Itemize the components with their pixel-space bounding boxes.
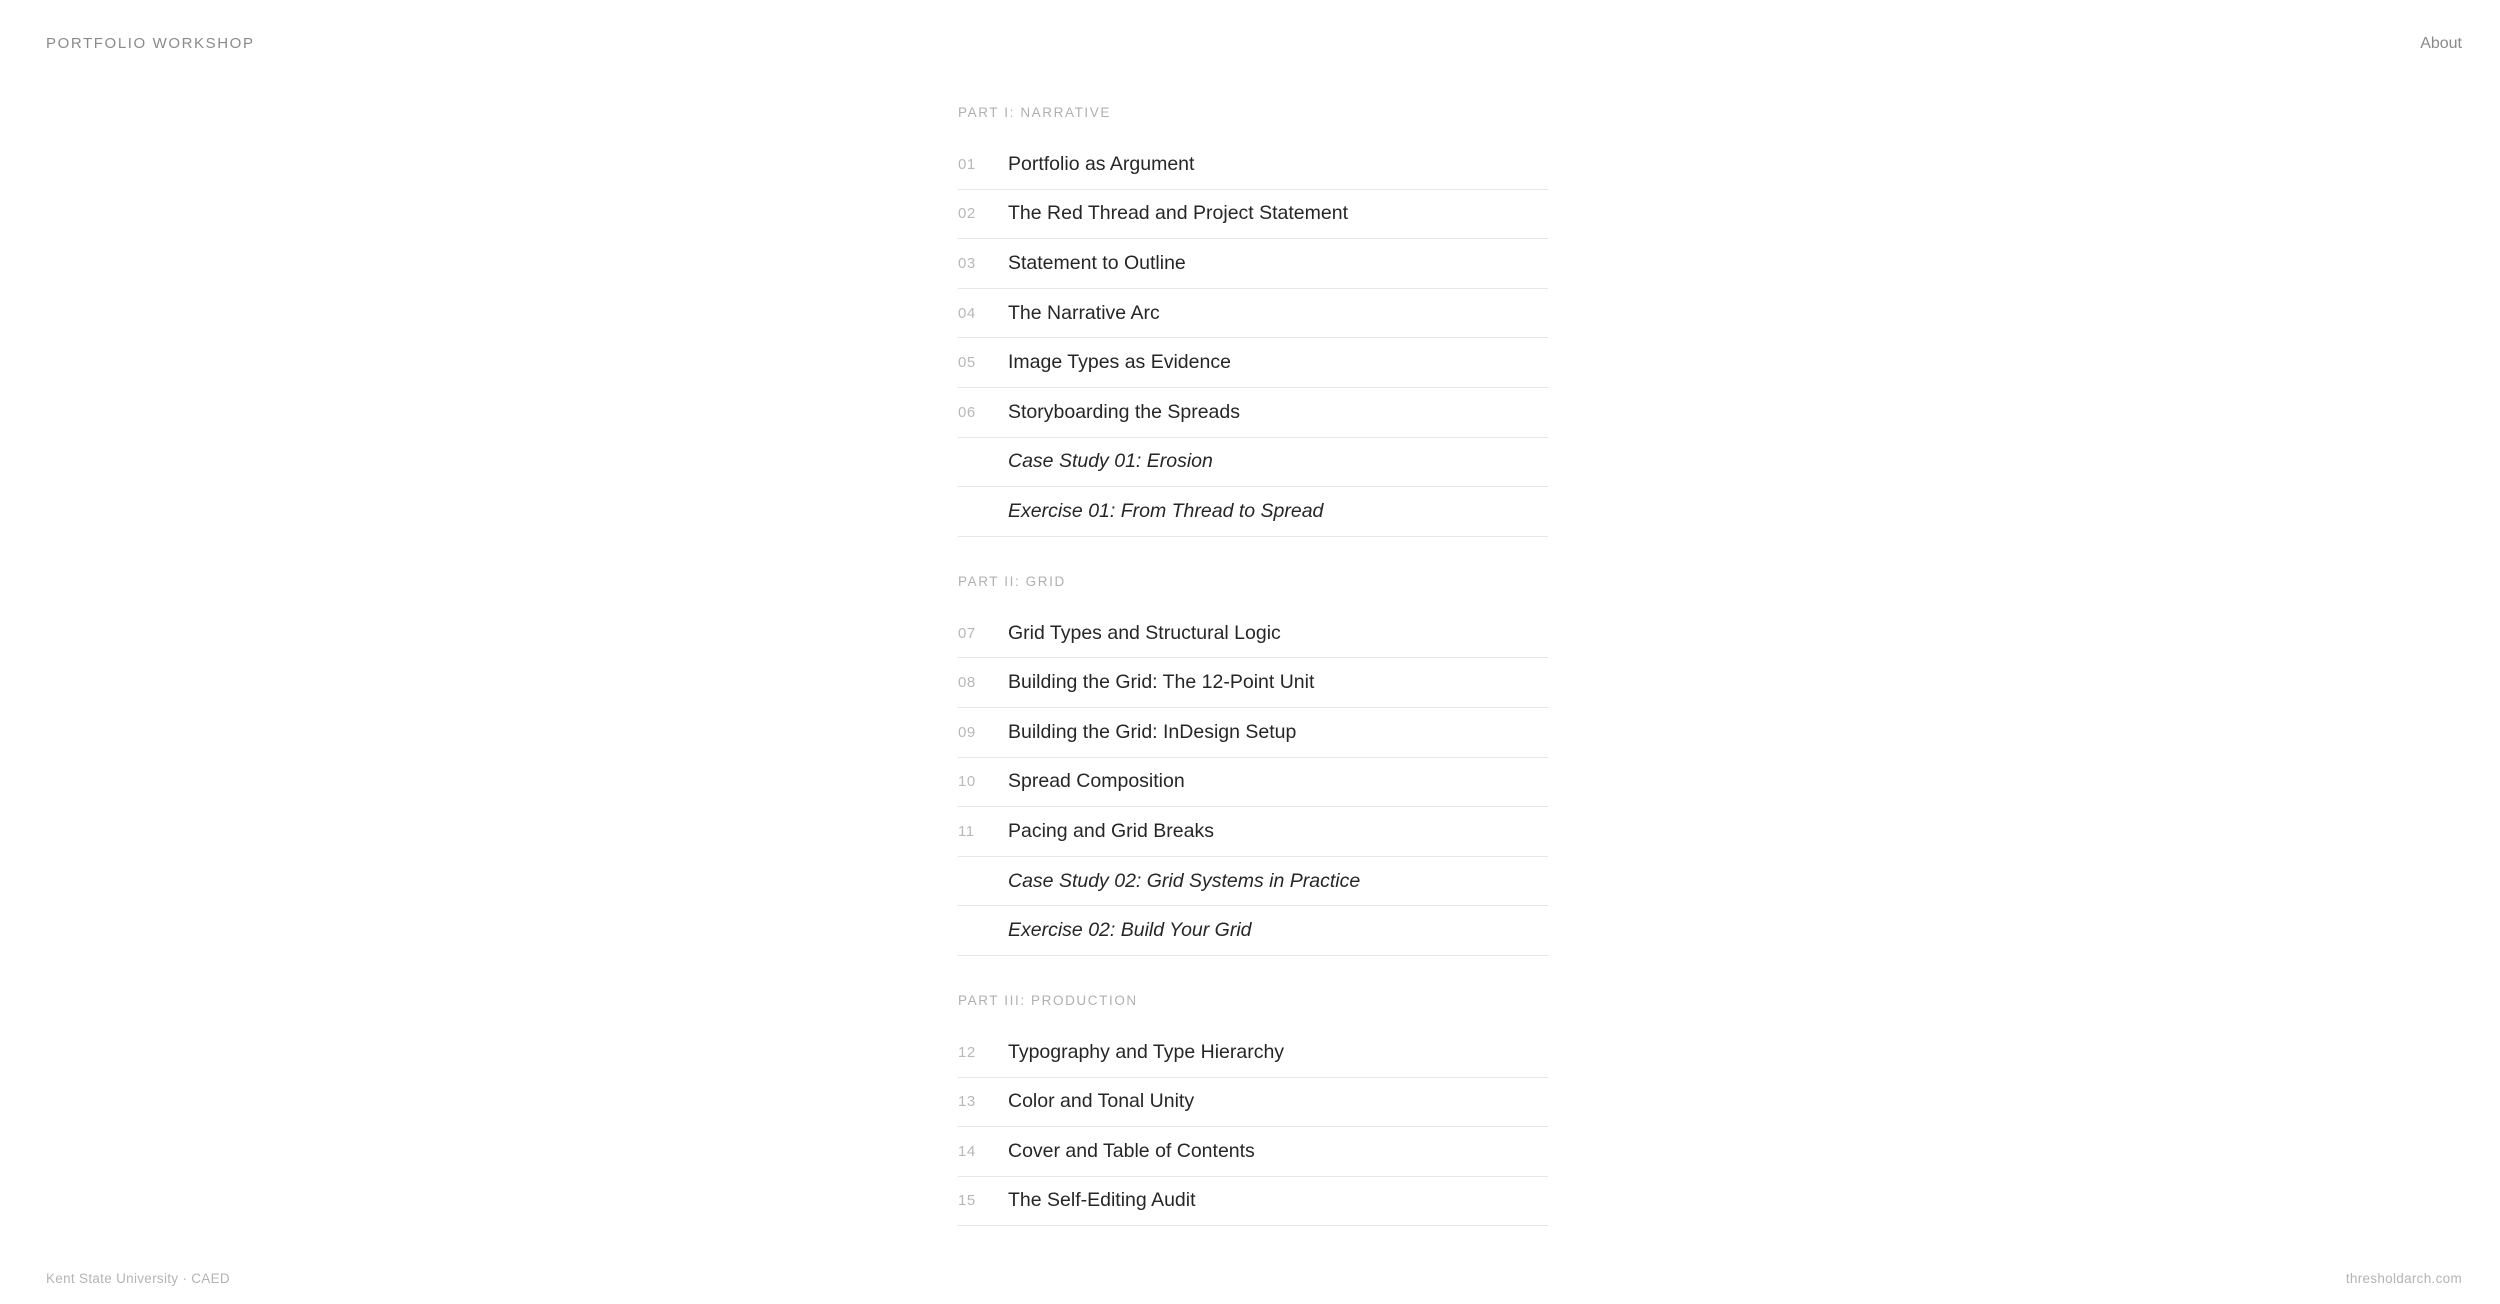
chapter-title: The Self-Editing Audit xyxy=(1008,1189,1196,1212)
chapter-list xyxy=(958,140,1548,537)
chapter-item[interactable] xyxy=(958,758,1548,808)
chapter-title: Building the Grid: InDesign Setup xyxy=(1008,720,1297,743)
part-heading: PART I: NARRATIVE xyxy=(958,105,1111,120)
chapter-item[interactable] xyxy=(958,1028,1548,1078)
part-grid xyxy=(958,573,1548,956)
about-link[interactable]: About xyxy=(2420,35,2462,52)
part-production xyxy=(958,992,1548,1226)
chapter-title: Portfolio as Argument xyxy=(1008,152,1195,175)
footer-institution: Kent State University · CAED xyxy=(46,1271,230,1286)
chapter-title: Exercise 01: From Thread to Spread xyxy=(1008,499,1324,522)
case-study-item[interactable] xyxy=(958,857,1548,907)
chapter-item[interactable] xyxy=(958,1177,1548,1227)
chapter-list xyxy=(958,1028,1548,1226)
chapter-title: Case Study 02: Grid Systems in Practice xyxy=(1008,869,1361,892)
chapter-item[interactable] xyxy=(958,1127,1548,1177)
chapter-number: 14 xyxy=(958,1142,976,1160)
chapter-number: 12 xyxy=(958,1043,976,1061)
chapter-item[interactable] xyxy=(958,190,1548,240)
chapter-number: 11 xyxy=(958,822,975,840)
chapter-number: 05 xyxy=(958,354,976,372)
chapter-title: Color and Tonal Unity xyxy=(1008,1090,1195,1113)
chapter-item[interactable] xyxy=(958,1078,1548,1128)
case-study-item[interactable] xyxy=(958,438,1548,488)
chapter-title: Statement to Outline xyxy=(1008,251,1186,274)
chapter-title: Exercise 02: Build Your Grid xyxy=(1008,919,1252,942)
chapter-number: 13 xyxy=(958,1093,976,1111)
chapter-number: 03 xyxy=(958,254,976,272)
chapter-item[interactable] xyxy=(958,708,1548,758)
chapter-number: 08 xyxy=(958,674,976,692)
chapter-number: 01 xyxy=(958,155,976,173)
chapter-item[interactable] xyxy=(958,388,1548,438)
chapter-number: 07 xyxy=(958,624,976,642)
chapter-number: 09 xyxy=(958,723,976,741)
chapter-title: The Narrative Arc xyxy=(1008,301,1160,324)
chapter-number: 10 xyxy=(958,773,976,791)
chapter-title: Storyboarding the Spreads xyxy=(1008,400,1240,423)
chapter-title: Image Types as Evidence xyxy=(1008,351,1231,374)
chapter-number: 06 xyxy=(958,403,976,421)
chapter-title: Case Study 01: Erosion xyxy=(1008,450,1213,473)
chapter-title: Pacing and Grid Breaks xyxy=(1008,819,1214,842)
chapter-number: 02 xyxy=(958,205,976,223)
chapter-item[interactable] xyxy=(958,338,1548,388)
chapter-number: 15 xyxy=(958,1192,976,1210)
table-of-contents xyxy=(958,104,1548,1226)
site-title[interactable]: PORTFOLIO WORKSHOP xyxy=(46,35,255,52)
exercise-item[interactable] xyxy=(958,906,1548,956)
part-heading: PART II: GRID xyxy=(958,573,1066,589)
chapter-title: Building the Grid: The 12-Point Unit xyxy=(1008,671,1315,694)
part-narrative xyxy=(958,104,1548,537)
part-heading: PART III: PRODUCTION xyxy=(958,992,1138,1008)
chapter-item[interactable] xyxy=(958,658,1548,708)
footer-site-link[interactable]: thresholdarch.com xyxy=(2345,1271,2462,1286)
chapter-item[interactable] xyxy=(958,609,1548,659)
chapter-item[interactable] xyxy=(958,140,1548,190)
chapter-item[interactable] xyxy=(958,289,1548,339)
chapter-item[interactable] xyxy=(958,239,1548,289)
chapter-title: Grid Types and Structural Logic xyxy=(1008,621,1281,644)
chapter-item[interactable] xyxy=(958,807,1548,857)
exercise-item[interactable] xyxy=(958,487,1548,537)
chapter-list xyxy=(958,609,1548,956)
chapter-title: Spread Composition xyxy=(1008,770,1185,793)
chapter-number: 04 xyxy=(958,304,976,322)
chapter-title: The Red Thread and Project Statement xyxy=(1008,202,1349,225)
chapter-title: Cover and Table of Contents xyxy=(1008,1139,1255,1162)
chapter-title: Typography and Type Hierarchy xyxy=(1008,1040,1285,1063)
